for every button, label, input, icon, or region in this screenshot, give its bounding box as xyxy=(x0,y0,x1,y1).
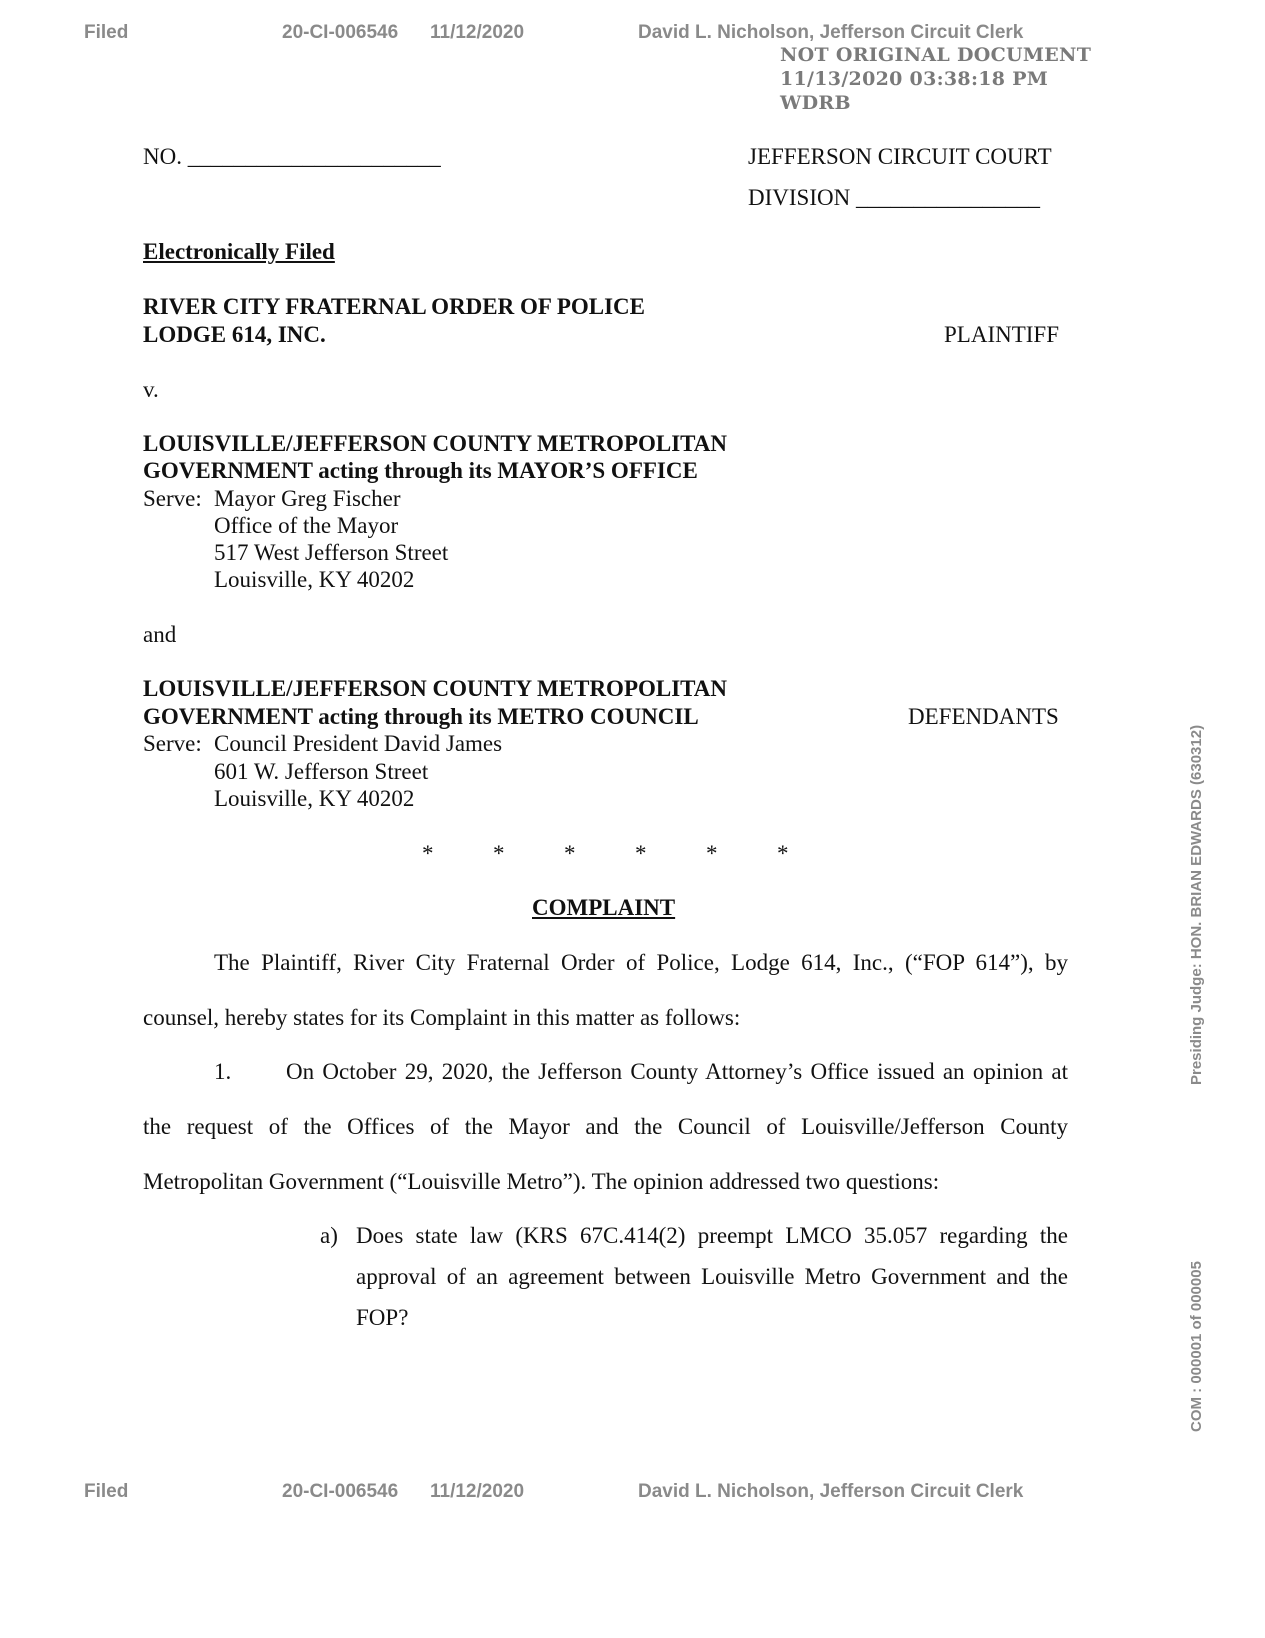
complaint-title: COMPLAINT xyxy=(532,895,676,920)
plaintiff-label: PLAINTIFF xyxy=(944,322,1060,347)
versus: v. xyxy=(143,377,159,402)
paragraph1-line3: Metropolitan Government (“Louisville Metro”). The opinion addressed two questions: xyxy=(143,1169,940,1194)
presiding-judge-margin: Presiding Judge: HON. BRIAN EDWARDS (630312) xyxy=(1188,724,1205,1085)
separator-star: * xyxy=(564,841,576,866)
separator-star: * xyxy=(635,841,647,866)
intro-line1: The Plaintiff, River City Fraternal Order of Police, Lodge 614, Inc., (“FOP 614”), by xyxy=(214,950,1068,975)
case-number-blank: NO. ______________________ xyxy=(143,144,441,169)
paragraph1-line1: On October 29, 2020, the Jefferson County Attorney’s Office issued an opinion at xyxy=(286,1059,1068,1084)
defendants-label: DEFENDANTS xyxy=(908,704,1059,729)
footer-case-number: 20-CI-006546 xyxy=(282,1481,399,1502)
separator-star: * xyxy=(493,841,505,866)
defendant2-serve-label: Serve: xyxy=(143,731,202,756)
defendant1-serve-name: Mayor Greg Fischer xyxy=(214,486,401,511)
footer-clerk: David L. Nicholson, Jefferson Circuit Clerk xyxy=(638,1481,1024,1502)
header-clerk: David L. Nicholson, Jefferson Circuit Clerk xyxy=(638,22,1024,43)
intro-line2: counsel, hereby states for its Complaint in this matter as follows: xyxy=(143,1005,741,1030)
stamp-datetime: 11/13/2020 03:38:18 PM xyxy=(780,68,1049,90)
question-a-label: a) xyxy=(320,1223,338,1248)
plaintiff-name-line2: LODGE 614, INC. xyxy=(143,322,326,347)
header-date: 11/12/2020 xyxy=(430,22,525,43)
defendant1-serve-office: Office of the Mayor xyxy=(214,513,399,538)
separator-star: * xyxy=(777,841,789,866)
paragraph1-line2: the request of the Offices of the Mayor and the Council of Louisville/Jefferson County xyxy=(143,1114,1068,1139)
com-page-margin: COM : 000001 of 000005 xyxy=(1188,1261,1205,1432)
defendant2-line2: GOVERNMENT acting through its METRO COUNCIL xyxy=(143,704,699,729)
and-conjunction: and xyxy=(143,622,177,647)
question-a-line3: FOP? xyxy=(356,1305,409,1330)
defendant1-serve-label: Serve: xyxy=(143,486,202,511)
defendant2-serve-city: Louisville, KY 40202 xyxy=(214,786,415,811)
separator-star: * xyxy=(706,841,718,866)
defendant1-line2: GOVERNMENT acting through its MAYOR’S OFFICE xyxy=(143,458,698,483)
footer-date: 11/12/2020 xyxy=(430,1481,525,1502)
court-name: JEFFERSON CIRCUIT COURT xyxy=(748,144,1052,169)
stamp-source: WDRB xyxy=(780,92,851,114)
paragraph1-number: 1. xyxy=(214,1059,232,1084)
defendant1-serve-city: Louisville, KY 40202 xyxy=(214,567,415,592)
defendant2-line1: LOUISVILLE/JEFFERSON COUNTY METROPOLITAN xyxy=(143,676,728,701)
defendant2-serve-name: Council President David James xyxy=(214,731,503,756)
defendant1-serve-street: 517 West Jefferson Street xyxy=(214,540,449,565)
header-case-number: 20-CI-006546 xyxy=(282,22,399,43)
division-blank: DIVISION ________________ xyxy=(748,185,1040,210)
separator-star: * xyxy=(422,841,434,866)
footer-filed: Filed xyxy=(84,1481,129,1502)
plaintiff-name-line1: RIVER CITY FRATERNAL ORDER OF POLICE xyxy=(143,294,646,319)
defendant2-serve-street: 601 W. Jefferson Street xyxy=(214,759,429,784)
stamp-not-original: NOT ORIGINAL DOCUMENT xyxy=(780,44,1092,66)
question-a-line2: approval of an agreement between Louisville Metro Government and the xyxy=(356,1264,1068,1289)
question-a-line1: Does state law (KRS 67C.414(2) preempt LMCO 35.057 regarding the xyxy=(356,1223,1068,1248)
header-filed: Filed xyxy=(84,22,129,43)
electronically-filed: Electronically Filed xyxy=(143,239,335,264)
defendant1-line1: LOUISVILLE/JEFFERSON COUNTY METROPOLITAN xyxy=(143,431,728,456)
